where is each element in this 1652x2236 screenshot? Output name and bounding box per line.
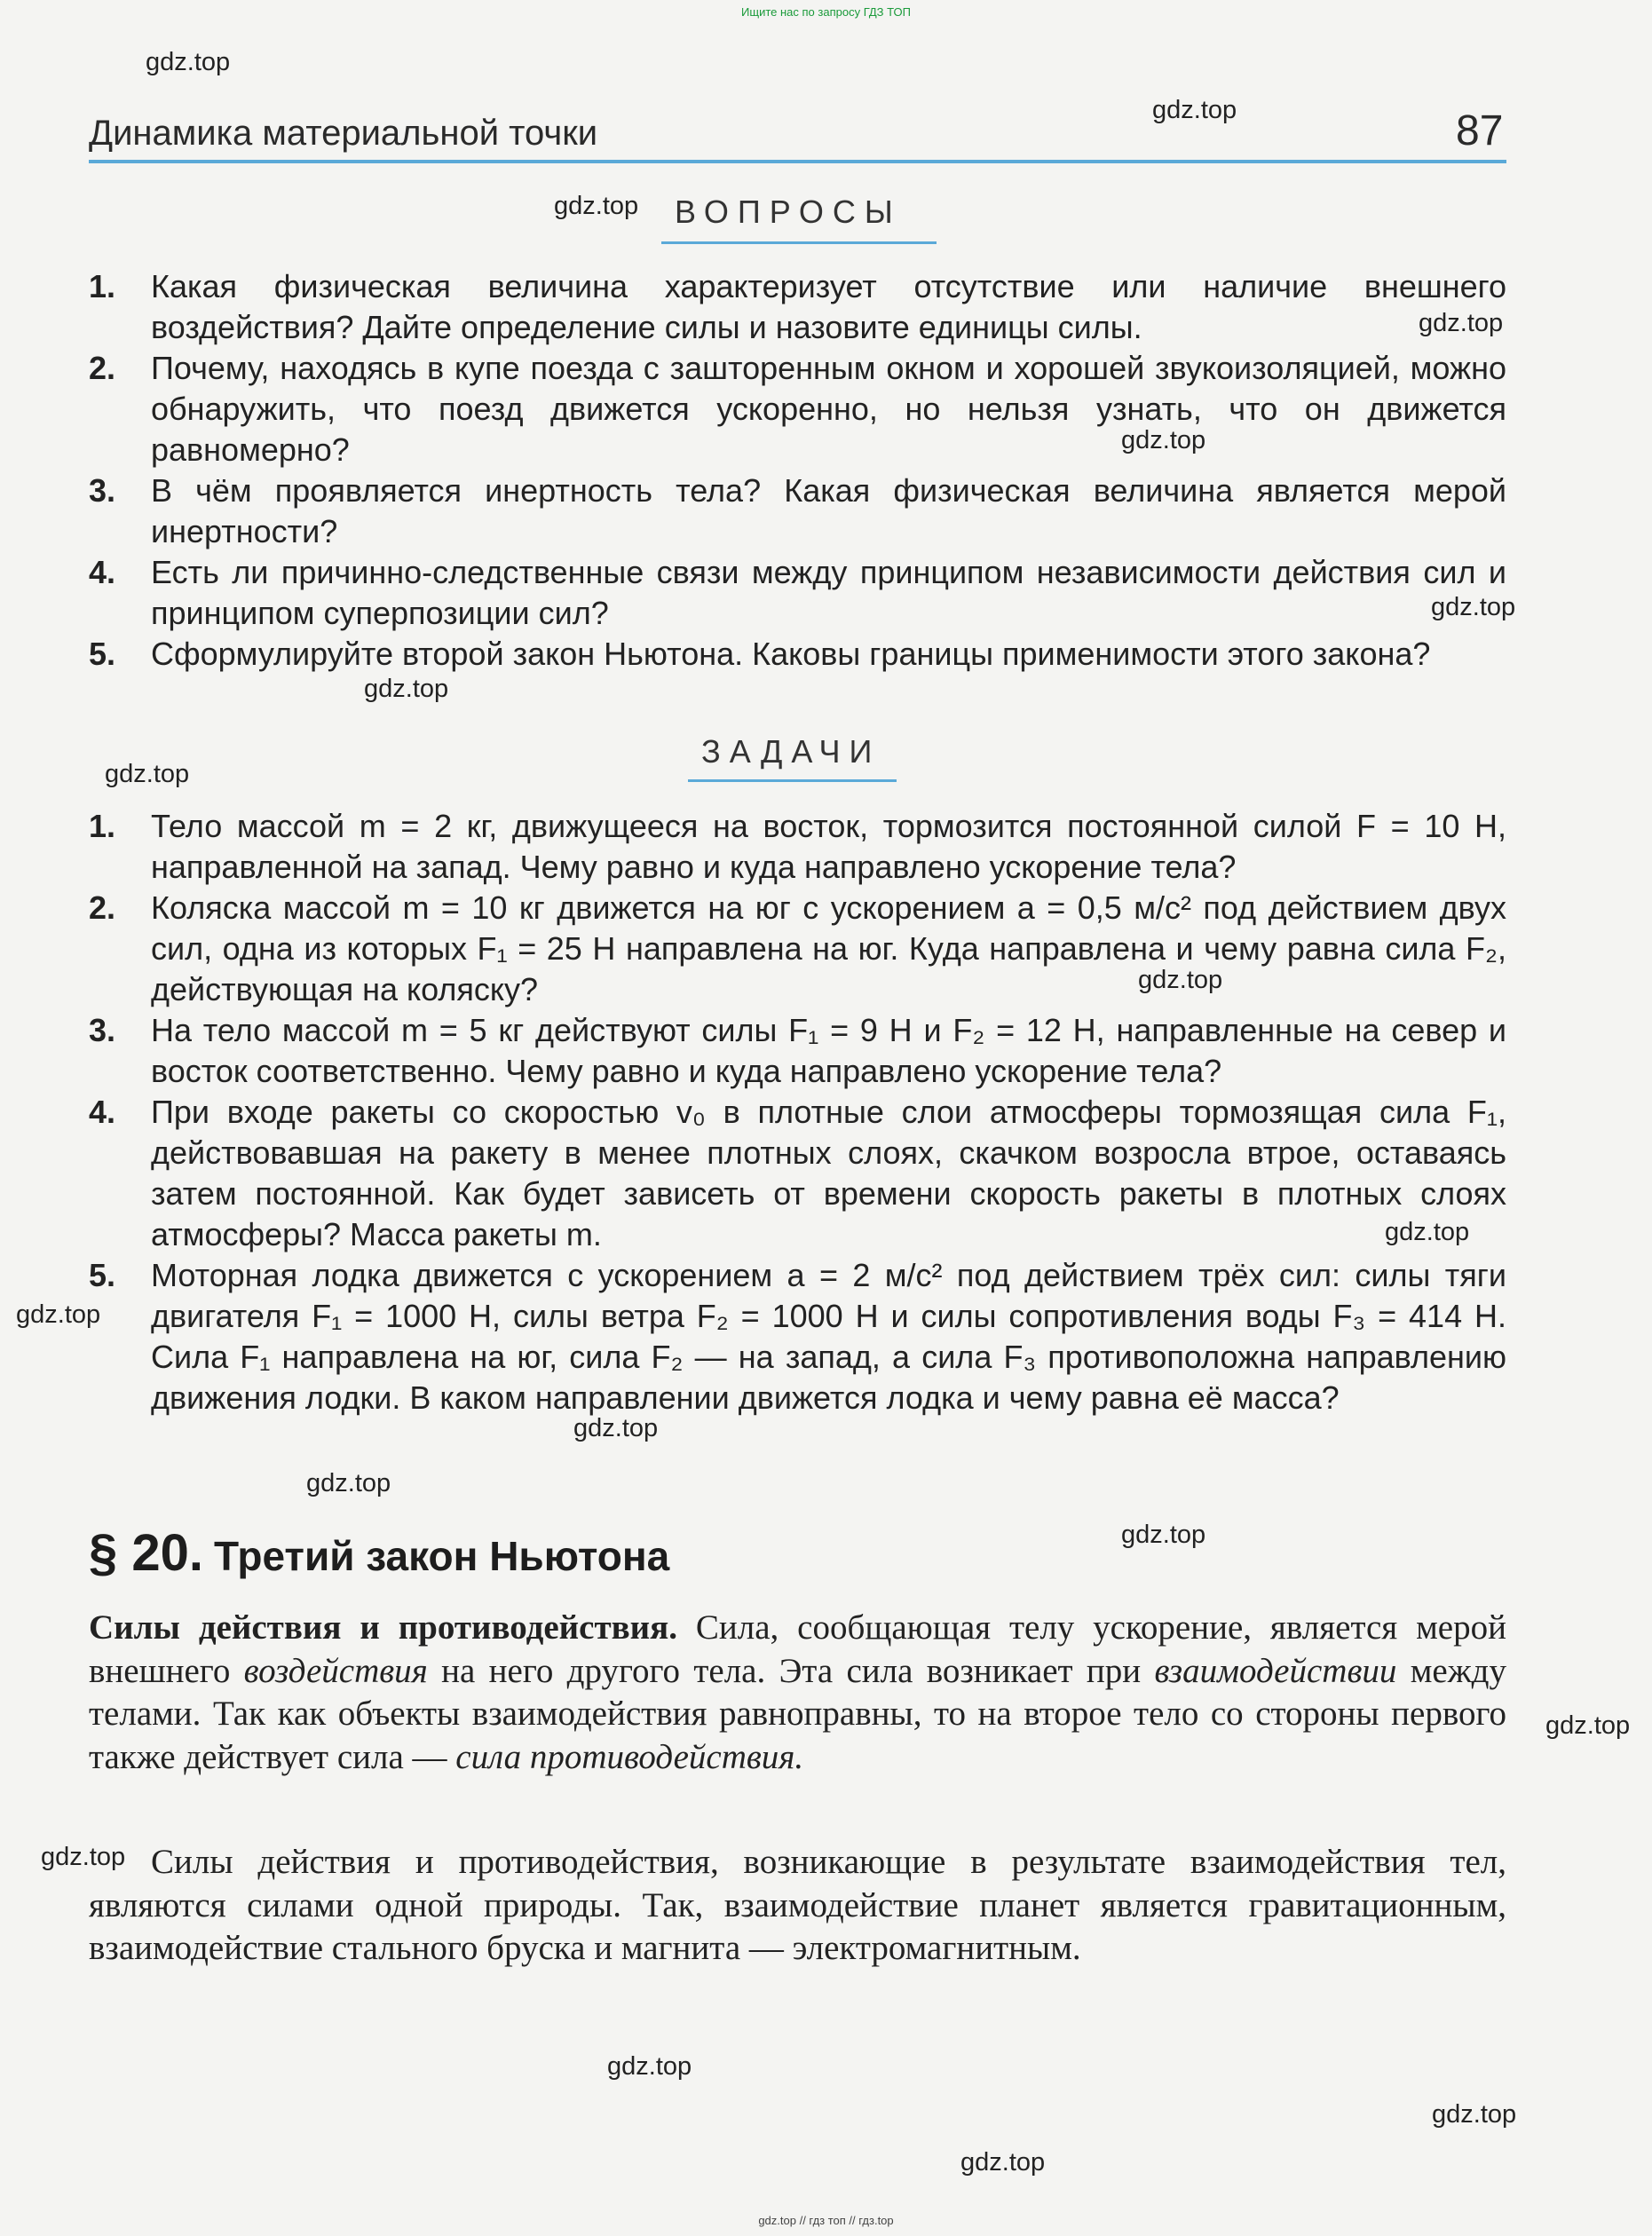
question-number: 3. bbox=[89, 472, 116, 509]
italic-term: воздействия bbox=[243, 1651, 428, 1690]
problem-number: 2. bbox=[89, 889, 116, 926]
body-text-run: между телами. Так как объекты взаимодействия равноправны, то на второе тело со стороны первого также действует сила — bbox=[89, 1651, 1506, 1776]
watermark-text: gdz.top bbox=[306, 1469, 391, 1497]
problem-item bbox=[89, 806, 1506, 888]
watermark-text: gdz.top bbox=[1121, 1521, 1206, 1549]
question-text: Есть ли причинно-следственные связи между принципом независимости действия сил и принципом суперпозиции сил? bbox=[151, 554, 1506, 631]
paragraph-title: Третий закон Ньютона bbox=[214, 1533, 670, 1579]
question-number: 5. bbox=[89, 636, 116, 672]
question-number: 1. bbox=[89, 268, 116, 304]
paragraph-heading bbox=[89, 1523, 669, 1583]
italic-term: взаимодействии bbox=[1154, 1651, 1397, 1690]
problem-text: При входе ракеты со скоростью v₀ в плотные слои атмосферы тормозящая сила F₁, действовавшая на ракету в менее плотных слоях, скачком возросла втрое, оставаясь затем постоянной. Как будет зависеть от времени скорость ракеты в плотных слоях атмосферы? Масса ракеты m. bbox=[151, 1094, 1506, 1252]
questions-heading-rule bbox=[661, 241, 937, 244]
watermark-text: gdz.top bbox=[1138, 966, 1223, 994]
problems-heading-rule bbox=[688, 779, 897, 782]
run-in-heading: Силы действия и противодействия. bbox=[89, 1608, 677, 1647]
problem-text: На тело массой m = 5 кг действуют силы F₁ = 9 Н и F₂ = 12 Н, направленные на север и восток соответственно. Чему равно и куда направлено ускорение тела? bbox=[151, 1012, 1506, 1089]
watermark-text: gdz.top bbox=[16, 1300, 101, 1329]
question-number: 4. bbox=[89, 554, 116, 590]
problem-text: Тело массой m = 2 кг, движущееся на восток, тормозится постоянной силой F = 10 Н, направленной на запад. Чему равно и куда направлено ускорение тела? bbox=[151, 808, 1506, 885]
body-text-run: на него другого тела. Эта сила возникает при bbox=[427, 1651, 1155, 1690]
watermark-text: gdz.top bbox=[1432, 2100, 1517, 2129]
watermark-text: gdz.top bbox=[1431, 593, 1516, 621]
watermark-text: gdz.top bbox=[1419, 309, 1504, 337]
problem-item bbox=[89, 1092, 1506, 1255]
body-paragraph-1 bbox=[89, 1607, 1506, 1779]
question-text: Сформулируйте второй закон Ньютона. Каковы границы применимости этого закона? bbox=[151, 636, 1431, 672]
question-item bbox=[89, 348, 1506, 470]
watermark-text: gdz.top bbox=[146, 48, 231, 76]
problem-number: 3. bbox=[89, 1012, 116, 1048]
question-text: Какая физическая величина характеризует отсутствие или наличие внешнего воздействия? Дайте определение силы и назовите единицы силы. bbox=[151, 268, 1506, 345]
question-item bbox=[89, 266, 1506, 348]
question-item bbox=[89, 470, 1506, 552]
body-text-run: Сила, сообщающая телу ускорение, является мерой внешнего bbox=[89, 1608, 1506, 1690]
paragraph-number: § 20. bbox=[89, 1524, 203, 1582]
body-paragraph-2: Силы действия и противодействия, возникающие в результате взаимодействия тел, являются силами одной природы. Так, взаимодействие планет является гравитационным, взаимодействие стального бруска и магнита — электромагнитным. bbox=[89, 1843, 1506, 1967]
watermark-text: gdz.top bbox=[1121, 426, 1206, 454]
watermark-text: gdz.top bbox=[1152, 96, 1237, 124]
running-header-title: Динамика материальной точки bbox=[89, 114, 598, 153]
questions-heading: ВОПРОСЫ bbox=[675, 194, 902, 230]
question-text: Почему, находясь в купе поезда с зашторенным окном и хорошей звукоизоляцией, можно обнаружить, что поезд движется ускоренно, но нельзя узнать, что он движется равномерно? bbox=[151, 350, 1506, 468]
problem-number: 1. bbox=[89, 808, 116, 844]
page-number: 87 bbox=[1456, 107, 1504, 154]
watermark-text: gdz.top bbox=[960, 2148, 1046, 2177]
problem-item bbox=[89, 888, 1506, 1010]
italic-term: сила противодействия. bbox=[455, 1737, 804, 1776]
question-text: В чём проявляется инертность тела? Какая физическая величина является мерой инертности? bbox=[151, 472, 1506, 549]
bottom-banner: gdz.top // гдз топ // гдз.top bbox=[758, 2214, 894, 2227]
problem-text: Моторная лодка движется с ускорением a = 2 м/с² под действием трёх сил: силы тяги двигателя F₁ = 1000 Н, силы ветра F₂ = 1000 Н и силы сопротивления воды F₃ = 414 Н. Сила F₁ направлена на юг, сила F₂ — на запад, а сила F₃ противоположна направлению движения лодки. В каком направлении движется лодка и чему равна её масса? bbox=[151, 1257, 1506, 1416]
question-number: 2. bbox=[89, 350, 116, 386]
problems-heading: ЗАДАЧИ bbox=[701, 733, 881, 770]
top-banner: Ищите нас по запросу ГДЗ ТОП bbox=[741, 5, 911, 19]
watermark-text: gdz.top bbox=[607, 2052, 692, 2081]
watermark-text: gdz.top bbox=[1545, 1711, 1631, 1740]
watermark-text: gdz.top bbox=[41, 1843, 126, 1871]
question-item bbox=[89, 552, 1506, 634]
watermark-text: gdz.top bbox=[554, 192, 639, 220]
problem-text: Коляска массой m = 10 кг движется на юг с ускорением a = 0,5 м/с² под действием двух сил, одна из которых F₁ = 25 Н направлена на юг. Куда направлена и чему равна сила F₂, действующая на коляску? bbox=[151, 889, 1506, 1007]
problem-item bbox=[89, 1010, 1506, 1092]
problem-item bbox=[89, 1255, 1506, 1418]
problem-number: 4. bbox=[89, 1094, 116, 1130]
watermark-text: gdz.top bbox=[105, 760, 190, 788]
watermark-text: gdz.top bbox=[364, 675, 449, 703]
watermark-text: gdz.top bbox=[573, 1414, 659, 1442]
header-rule bbox=[89, 160, 1506, 163]
question-item bbox=[89, 634, 1506, 675]
watermark-text: gdz.top bbox=[1385, 1218, 1470, 1246]
problem-number: 5. bbox=[89, 1257, 116, 1293]
